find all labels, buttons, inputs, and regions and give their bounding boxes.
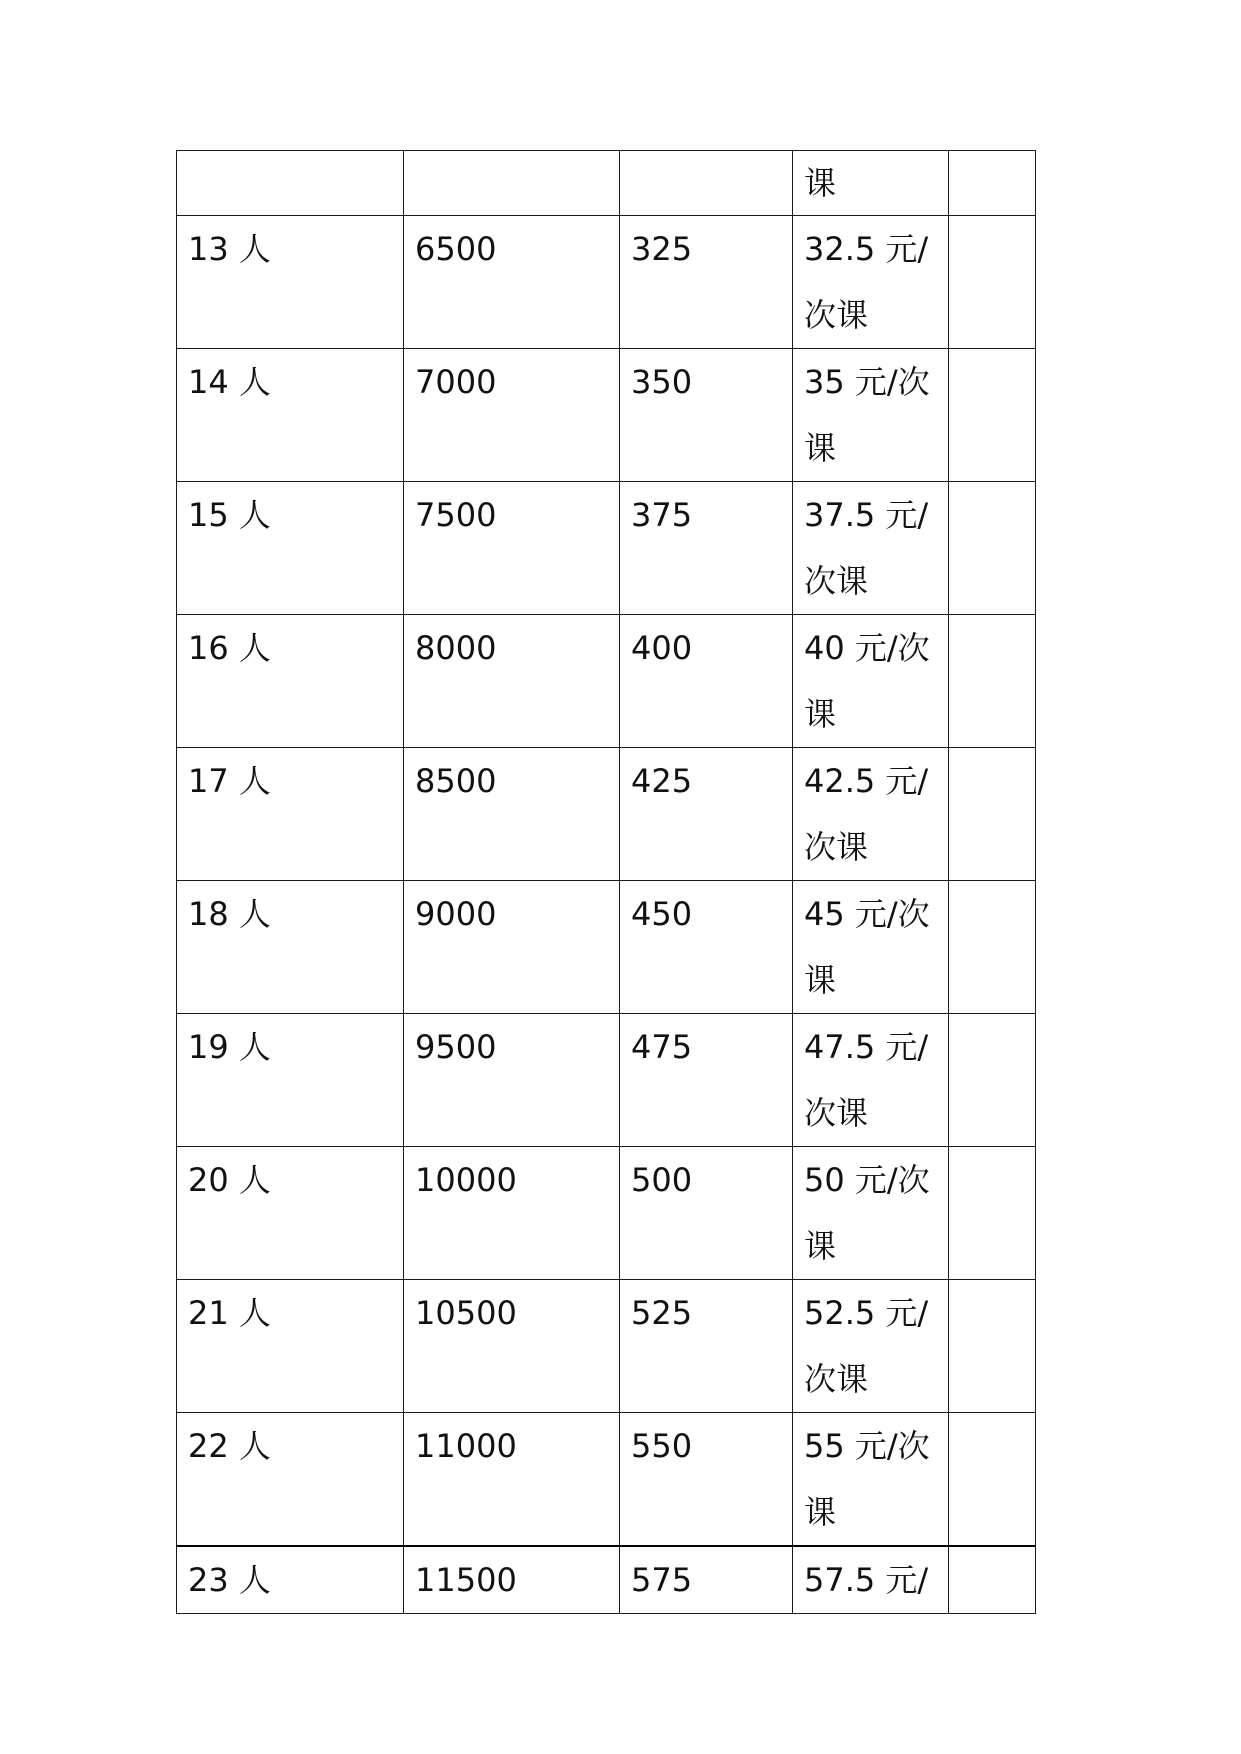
table-cell-amount bbox=[620, 1546, 793, 1614]
cell-text: 16 人 bbox=[188, 629, 271, 667]
cell-text: 500 bbox=[631, 1161, 693, 1199]
cell-text: 525 bbox=[631, 1294, 693, 1332]
table-row bbox=[177, 1014, 1036, 1147]
table-cell-total bbox=[404, 216, 620, 349]
cell-text: 19 人 bbox=[188, 1028, 271, 1066]
table-cell-people bbox=[177, 748, 404, 881]
cell-text: 35 元/次 课 bbox=[804, 363, 930, 467]
table-cell-amount bbox=[620, 1413, 793, 1547]
table-cell-total bbox=[404, 1280, 620, 1413]
cell-text: 23 人 bbox=[188, 1561, 271, 1599]
cell-text: 425 bbox=[631, 762, 693, 800]
table-cell-rate bbox=[793, 482, 949, 615]
table-row bbox=[177, 1147, 1036, 1280]
table-cell-amount bbox=[620, 1280, 793, 1413]
cell-text: 6500 bbox=[415, 230, 497, 268]
cell-text: 13 人 bbox=[188, 230, 271, 268]
cell-text: 11500 bbox=[415, 1561, 517, 1599]
table-row-continuation bbox=[177, 151, 1036, 216]
table-cell-people bbox=[177, 1280, 404, 1413]
table-row bbox=[177, 216, 1036, 349]
table-row bbox=[177, 1280, 1036, 1413]
cell-text: 10000 bbox=[415, 1161, 517, 1199]
table-cell-people bbox=[177, 482, 404, 615]
cell-text: 400 bbox=[631, 629, 693, 667]
cell-text: 14 人 bbox=[188, 363, 271, 401]
table-cell-total bbox=[404, 615, 620, 748]
table-cell bbox=[404, 151, 620, 216]
table-cell-rate bbox=[793, 615, 949, 748]
fee-table-body bbox=[177, 151, 1036, 1614]
cell-text: 9500 bbox=[415, 1028, 497, 1066]
table-cell-people bbox=[177, 615, 404, 748]
cell-text: 8500 bbox=[415, 762, 497, 800]
cell-text: 475 bbox=[631, 1028, 693, 1066]
table-cell-rate bbox=[793, 1280, 949, 1413]
cell-text: 37.5 元/ 次课 bbox=[804, 496, 929, 600]
table-cell-rate bbox=[793, 1014, 949, 1147]
table-cell-amount bbox=[620, 216, 793, 349]
table-cell-extra bbox=[949, 1014, 1036, 1147]
table-cell-extra bbox=[949, 1413, 1036, 1547]
table-cell-total bbox=[404, 1413, 620, 1547]
table-cell-extra bbox=[949, 615, 1036, 748]
cell-text: 350 bbox=[631, 363, 693, 401]
table-cell bbox=[620, 151, 793, 216]
table-cell-extra bbox=[949, 748, 1036, 881]
cell-text: 20 人 bbox=[188, 1161, 271, 1199]
table-cell-extra bbox=[949, 1546, 1036, 1614]
table-cell-total bbox=[404, 482, 620, 615]
table-cell-people bbox=[177, 1413, 404, 1547]
table-cell-people bbox=[177, 1014, 404, 1147]
table-cell-amount bbox=[620, 1147, 793, 1280]
fee-table bbox=[176, 150, 1036, 1614]
table-cell bbox=[177, 151, 404, 216]
table-cell-people bbox=[177, 1546, 404, 1614]
table-cell-extra bbox=[949, 482, 1036, 615]
table-cell-rate bbox=[793, 216, 949, 349]
cell-text: 57.5 元/ bbox=[804, 1561, 929, 1599]
table-cell bbox=[793, 151, 949, 216]
table-cell-amount bbox=[620, 615, 793, 748]
table-row bbox=[177, 881, 1036, 1014]
table-cell-total bbox=[404, 881, 620, 1014]
cell-text: 32.5 元/ 次课 bbox=[804, 230, 929, 334]
cell-text: 375 bbox=[631, 496, 693, 534]
table-cell-extra bbox=[949, 881, 1036, 1014]
table-row bbox=[177, 349, 1036, 482]
table-cell-extra bbox=[949, 349, 1036, 482]
table-cell-rate bbox=[793, 1413, 949, 1547]
table-cell-extra bbox=[949, 1280, 1036, 1413]
cell-text: 45 元/次 课 bbox=[804, 895, 930, 999]
cell-text: 7500 bbox=[415, 496, 497, 534]
cell-text: 21 人 bbox=[188, 1294, 271, 1332]
table-row bbox=[177, 482, 1036, 615]
cell-text: 52.5 元/ 次课 bbox=[804, 1294, 929, 1398]
cell-text: 8000 bbox=[415, 629, 497, 667]
cell-text: 课 bbox=[804, 164, 837, 202]
cell-text: 11000 bbox=[415, 1427, 517, 1465]
table-cell-people bbox=[177, 349, 404, 482]
table-cell-total bbox=[404, 748, 620, 881]
cell-text: 50 元/次 课 bbox=[804, 1161, 930, 1265]
cell-text: 40 元/次 课 bbox=[804, 629, 930, 733]
table-cell-amount bbox=[620, 482, 793, 615]
cell-text: 450 bbox=[631, 895, 693, 933]
table-cell-people bbox=[177, 1147, 404, 1280]
table-cell-people bbox=[177, 881, 404, 1014]
cell-text: 550 bbox=[631, 1427, 693, 1465]
table-cell-total bbox=[404, 1147, 620, 1280]
table-cell-amount bbox=[620, 1014, 793, 1147]
table-row bbox=[177, 615, 1036, 748]
table-cell bbox=[949, 151, 1036, 216]
cell-text: 47.5 元/ 次课 bbox=[804, 1028, 929, 1132]
table-cell-amount bbox=[620, 881, 793, 1014]
cell-text: 10500 bbox=[415, 1294, 517, 1332]
cell-text: 9000 bbox=[415, 895, 497, 933]
cell-text: 22 人 bbox=[188, 1427, 271, 1465]
cell-text: 17 人 bbox=[188, 762, 271, 800]
table-cell-total bbox=[404, 1014, 620, 1147]
cell-text: 18 人 bbox=[188, 895, 271, 933]
cell-text: 55 元/次 课 bbox=[804, 1427, 930, 1531]
cell-text: 325 bbox=[631, 230, 693, 268]
table-cell-people bbox=[177, 216, 404, 349]
table-row bbox=[177, 1413, 1036, 1547]
table-cell-extra bbox=[949, 216, 1036, 349]
cell-text: 15 人 bbox=[188, 496, 271, 534]
table-cell-rate bbox=[793, 349, 949, 482]
cell-text: 7000 bbox=[415, 363, 497, 401]
table-cell-amount bbox=[620, 349, 793, 482]
table-cell-total bbox=[404, 349, 620, 482]
cell-text: 575 bbox=[631, 1561, 693, 1599]
table-cell-rate bbox=[793, 1147, 949, 1280]
table-cell-rate bbox=[793, 748, 949, 881]
table-cell-extra bbox=[949, 1147, 1036, 1280]
table-cell-rate bbox=[793, 881, 949, 1014]
table-row-last bbox=[177, 1546, 1036, 1614]
table-cell-total bbox=[404, 1546, 620, 1614]
table-cell-amount bbox=[620, 748, 793, 881]
table-row bbox=[177, 748, 1036, 881]
cell-text: 42.5 元/ 次课 bbox=[804, 762, 929, 866]
table-cell-rate bbox=[793, 1546, 949, 1614]
